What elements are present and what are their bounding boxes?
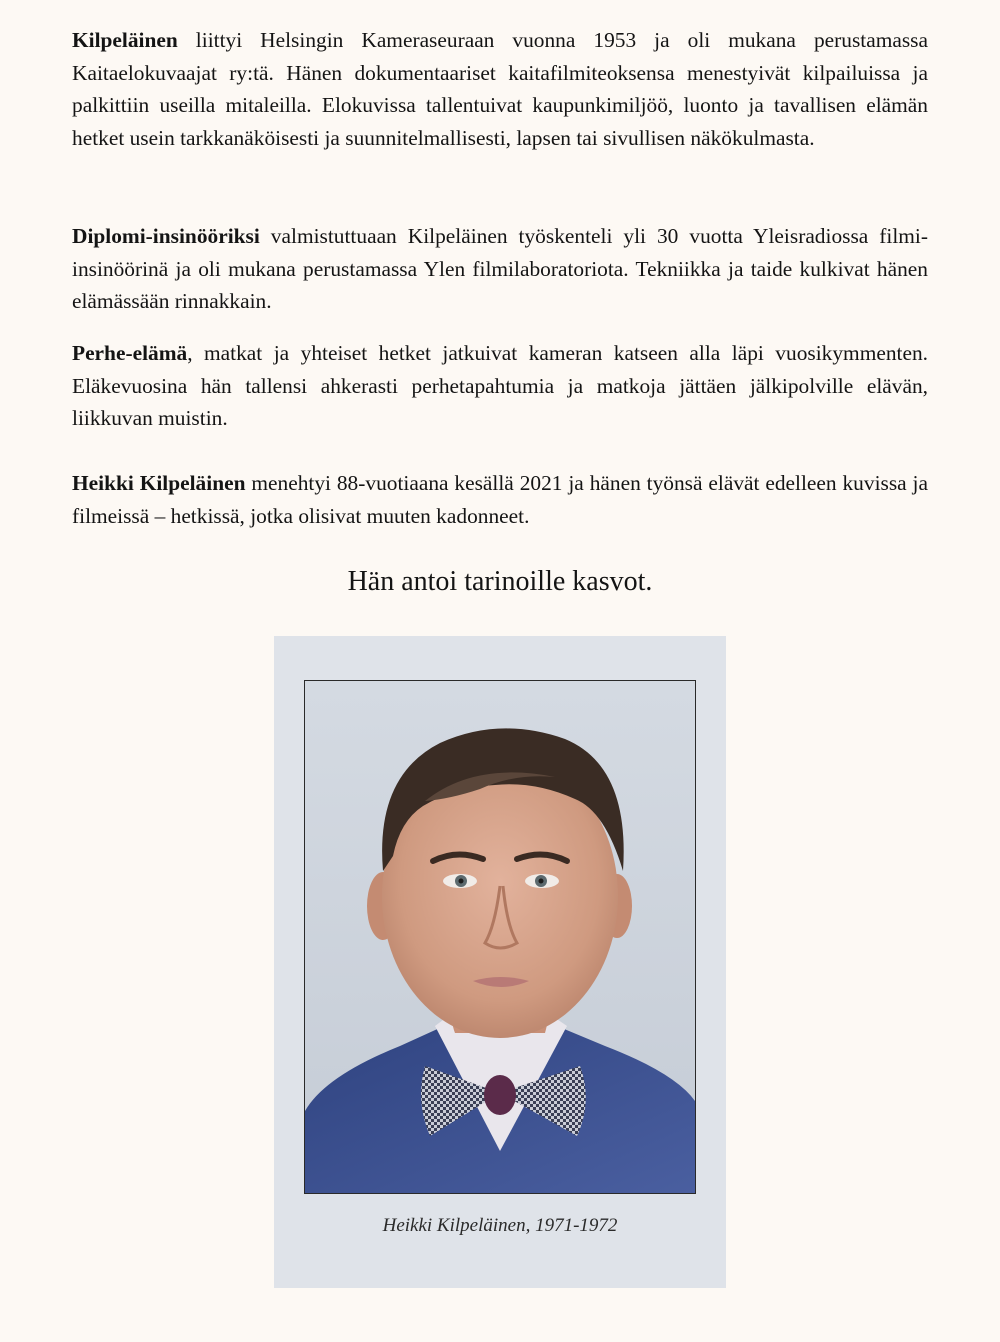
portrait-caption: Heikki Kilpeläinen, 1971-1972 — [382, 1215, 618, 1236]
paragraph-career — [72, 220, 928, 318]
paragraph-lead: Heikki Kilpeläinen — [72, 471, 246, 495]
paragraph-lead: Diplomi-insinööriksi — [72, 224, 260, 248]
paragraph-camera-club — [72, 24, 928, 154]
paragraph-lead: Kilpeläinen — [72, 28, 178, 52]
paragraph-legacy — [72, 467, 928, 532]
paragraph-text: valmistuttuaan Kilpeläinen työskenteli yli 30 vuotta Yleisradiossa filmi-insinöörinä ja oli mukana perustamassa Ylen filmilaboratoriota. Tekniikka ja taide kulkivat hänen elämässään rinnakkain. — [72, 224, 928, 314]
paragraph-family — [72, 337, 928, 435]
paragraph-text: liittyi Helsingin Kameraseuraan vuonna 1953 ja oli mukana perustamassa Kaitaelokuvaajat ry:tä. Hänen dokumentaariset kaitafilmiteoksensa menestyivät kilpailuissa ja palkittiin useilla mitaleilla. Elokuvissa tallentuivat kaupunkimiljöö, luonto ja tavallisen elämän hetket usein tarkkanäköisesti ja suunnitelmallisesti, lapsen tai sivullisen näkökulmasta. — [72, 28, 928, 150]
tagline: Hän antoi tarinoille kasvot. — [347, 566, 653, 597]
paragraph-lead: Perhe-elämä — [72, 341, 188, 365]
paragraph-text: , matkat ja yhteiset hetket jatkuivat kameran katseen alla läpi vuosikymmenten. Eläkevuosina hän tallensi ahkerasti perhetapahtumia ja matkoja jättäen jälkipolville elävän, liikkuvan muistin. — [72, 341, 928, 431]
portrait-photo — [304, 680, 696, 1194]
portrait-card — [274, 636, 726, 1288]
paragraph-text: menehtyi 88-vuotiaana kesällä 2021 ja hänen työnsä elävät edelleen kuvissa ja filmeissä – hetkissä, jotka olisivat muuten kadonneet. — [72, 471, 928, 528]
portrait-illustration — [305, 681, 695, 1193]
